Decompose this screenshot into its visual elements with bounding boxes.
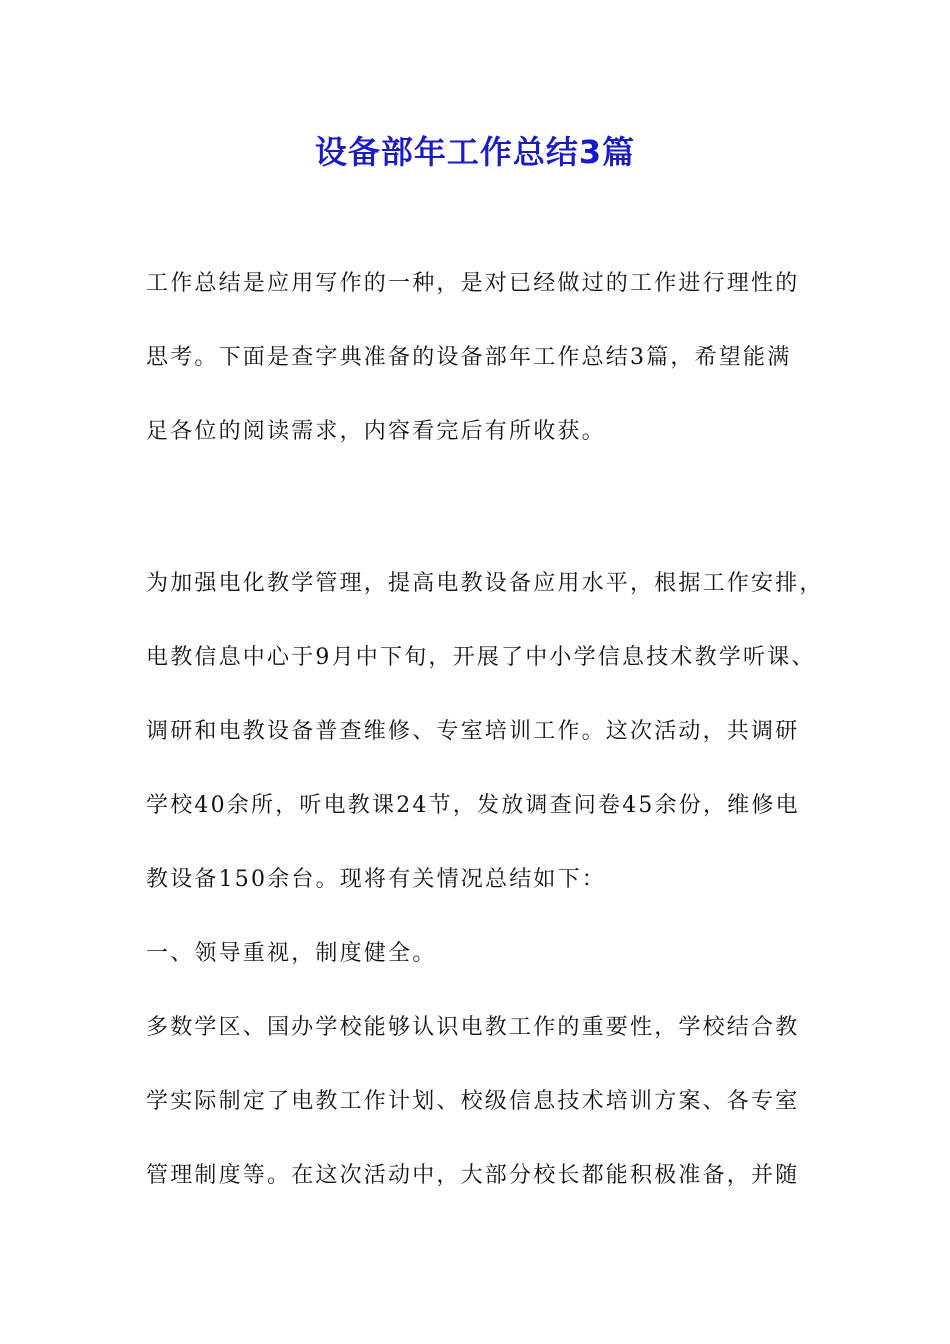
document-title: 设备部年工作总结3篇	[314, 133, 636, 171]
section-heading-1: 一、领导重视，制度健全。	[146, 941, 437, 966]
body-line-8: 学实际制定了电教工作计划、校级信息技术培训方案、各专室	[146, 1089, 800, 1114]
body-line-7: 多数学区、国办学校能够认识电教工作的重要性，学校结合教	[146, 1015, 800, 1040]
intro-line-1: 工作总结是应用写作的一种，是对已经做过的工作进行理性的	[146, 271, 800, 296]
body-line-9: 管理制度等。在这次活动中，大部分校长都能积极准备，并随	[146, 1163, 800, 1188]
intro-line-2: 思考。下面是查字典准备的设备部年工作总结3篇，希望能满	[146, 345, 792, 370]
body-line-2: 电教信息中心于9月中下旬，开展了中小学信息技术教学听课、	[146, 645, 816, 670]
body-line-3: 调研和电教设备普查维修、专室培训工作。这次活动，共调研	[146, 719, 800, 744]
body-line-5: 教设备150余台。现将有关情况总结如下：	[146, 867, 606, 892]
body-line-4: 学校40余所，听电教课24节，发放调查问卷45余份，维修电	[146, 793, 800, 818]
intro-line-3: 足各位的阅读需求，内容看完后有所收获。	[146, 419, 606, 444]
body-line-1: 为加强电化教学管理，提高电教设备应用水平，根据工作安排，	[146, 571, 824, 596]
